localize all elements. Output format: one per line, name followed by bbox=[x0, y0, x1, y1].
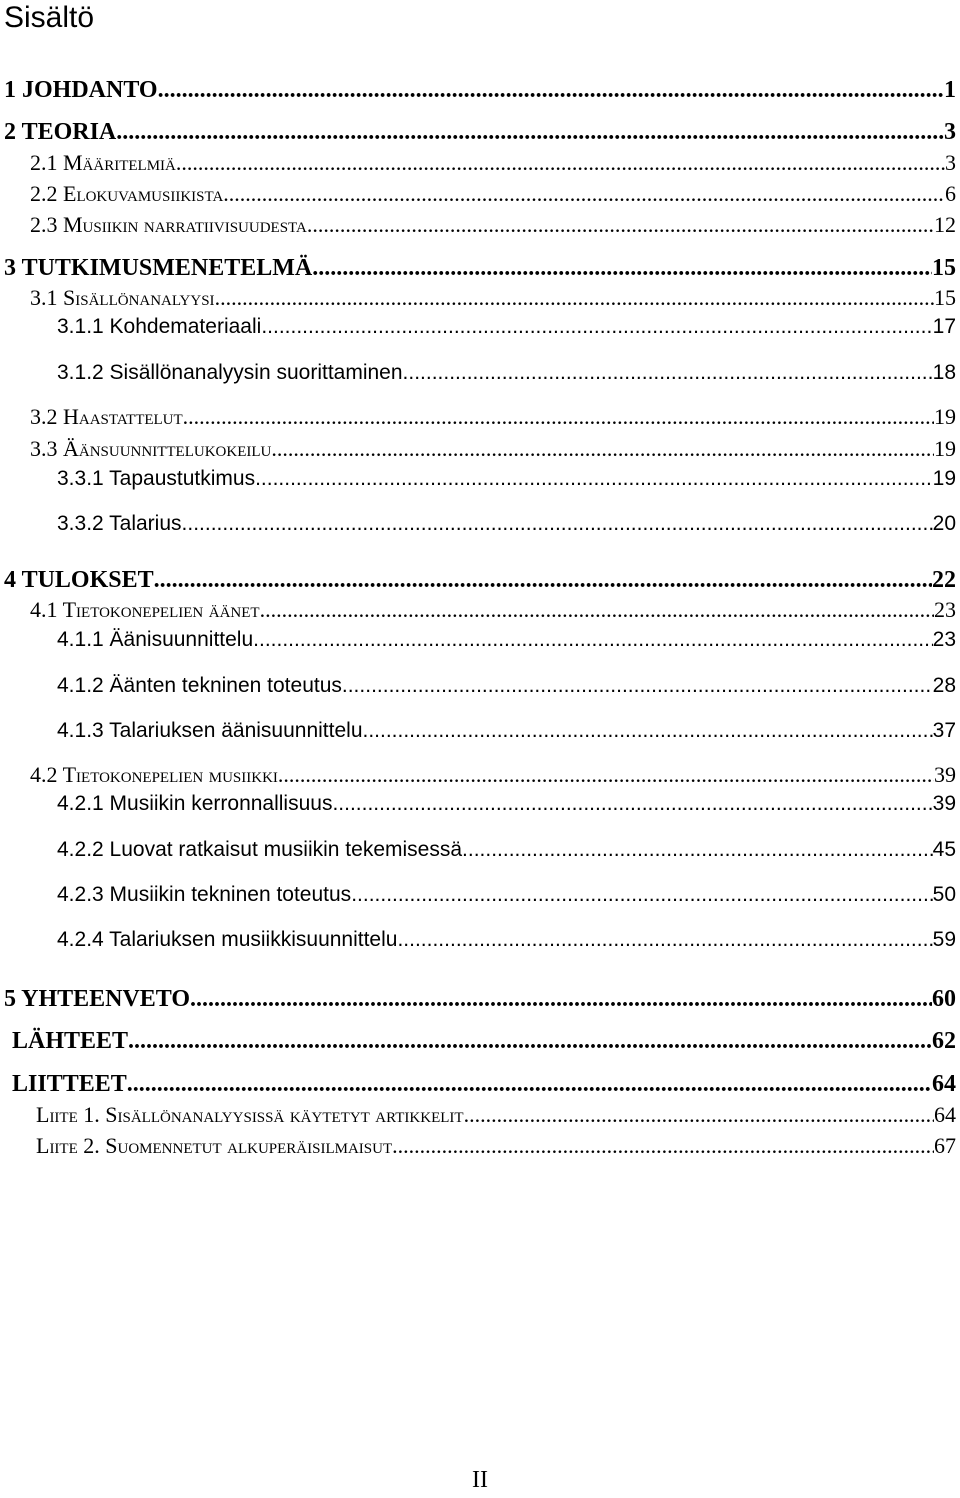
toc-entry[interactable] bbox=[4, 118, 956, 146]
toc-entry-page: 17 bbox=[932, 315, 956, 338]
toc-entry-page: 15 bbox=[932, 255, 956, 281]
dot-leader bbox=[127, 1070, 932, 1098]
dot-leader bbox=[154, 566, 932, 594]
toc-entry[interactable] bbox=[57, 837, 956, 863]
dot-leader bbox=[363, 718, 933, 744]
toc-entry[interactable] bbox=[36, 1133, 956, 1159]
toc-entry-label: LÄHTEET bbox=[12, 1028, 129, 1054]
dot-leader bbox=[182, 511, 933, 537]
toc-entry-page: 64 bbox=[934, 1102, 956, 1127]
toc-entry-label: 4.2.4 Talariuksen musiikkisuunnittelu bbox=[57, 928, 398, 951]
dot-leader bbox=[223, 181, 945, 207]
toc-entry[interactable] bbox=[57, 511, 956, 537]
toc-entry-page: 37 bbox=[932, 719, 956, 742]
toc-entry[interactable] bbox=[57, 466, 956, 492]
toc-entry-page: 39 bbox=[934, 762, 956, 787]
toc-entry-label: 2 TEORIA bbox=[4, 119, 117, 145]
toc-entry-label: 4.2.3 Musiikin tekninen toteutus bbox=[57, 883, 352, 906]
toc-entry-page: 1 bbox=[944, 77, 956, 103]
toc-entry[interactable] bbox=[30, 762, 956, 788]
toc-entry-page: 23 bbox=[934, 597, 956, 622]
toc-entry-page: 6 bbox=[945, 181, 956, 206]
toc-entry-page: 15 bbox=[934, 285, 956, 310]
toc-entry-label: Liite 2. Suomennetut alkuperäisilmaisut bbox=[36, 1133, 393, 1158]
toc-entry[interactable] bbox=[12, 1027, 956, 1055]
toc-entry-page: 62 bbox=[932, 1028, 956, 1054]
toc-entry-page: 18 bbox=[932, 361, 956, 384]
dot-leader bbox=[307, 212, 934, 238]
toc-entry-label: 3.1.2 Sisällönanalyysin suorittaminen bbox=[57, 361, 403, 384]
dot-leader bbox=[116, 118, 944, 146]
toc-entry-label: 4.1.1 Äänisuunnittelu bbox=[57, 628, 254, 651]
toc-entry-label: 2.2 Elokuvamusiikista bbox=[30, 181, 224, 206]
toc-entry-page: 3 bbox=[944, 119, 956, 145]
toc-entry-page: 28 bbox=[932, 674, 956, 697]
dot-leader bbox=[190, 985, 932, 1013]
page-title: Sisältö bbox=[4, 1, 95, 34]
toc-entry-label: 4.1.3 Talariuksen äänisuunnittelu bbox=[57, 719, 363, 742]
dot-leader bbox=[397, 927, 932, 953]
toc-entry[interactable] bbox=[57, 627, 956, 653]
toc-entry-label: 4.2 Tietokonepelien musiikki bbox=[30, 762, 278, 787]
toc-entry-label: 4 TULOKSET bbox=[4, 567, 154, 593]
toc-entry-label: Liite 1. Sisällönanalyysissä käytetyt artikkelit bbox=[36, 1102, 464, 1127]
toc-entry-page: 19 bbox=[934, 436, 956, 461]
toc-entry-label: 4.1 Tietokonepelien äänet bbox=[30, 597, 260, 622]
dot-leader bbox=[158, 76, 944, 104]
toc-entry-label: 2.1 Määritelmiä bbox=[30, 150, 176, 175]
dot-leader bbox=[342, 673, 933, 699]
toc-entry[interactable] bbox=[57, 882, 956, 908]
toc-entry[interactable] bbox=[57, 314, 956, 340]
toc-entry-label: 4.2.1 Musiikin kerronnallisuus bbox=[57, 792, 333, 815]
toc-entry[interactable] bbox=[4, 76, 956, 104]
dot-leader bbox=[176, 150, 945, 176]
dot-leader bbox=[332, 791, 932, 817]
dot-leader bbox=[392, 1133, 934, 1159]
dot-leader bbox=[312, 254, 932, 282]
toc-entry[interactable] bbox=[4, 985, 956, 1013]
toc-entry[interactable] bbox=[57, 718, 956, 744]
toc-entry-page: 67 bbox=[934, 1133, 956, 1158]
toc-entry-label: 3.2 Haastattelut bbox=[30, 404, 183, 429]
toc-entry-label: 1 JOHDANTO bbox=[4, 77, 158, 103]
toc-entry[interactable] bbox=[30, 285, 956, 311]
toc-entry[interactable] bbox=[30, 404, 956, 430]
toc-entry-label: 3 TUTKIMUSMENETELMÄ bbox=[4, 255, 313, 281]
toc-entry-label: 3.3.1 Tapaustutkimus bbox=[57, 467, 256, 490]
dot-leader bbox=[351, 882, 932, 908]
toc-entry-label: 3.1.1 Kohdemateriaali bbox=[57, 315, 262, 338]
dot-leader bbox=[255, 466, 933, 492]
dot-leader bbox=[183, 404, 934, 430]
toc-entry-page: 20 bbox=[932, 512, 956, 535]
dot-leader bbox=[215, 285, 934, 311]
toc-entry[interactable] bbox=[30, 150, 956, 176]
dot-leader bbox=[464, 1102, 934, 1128]
toc-entry-page: 23 bbox=[932, 628, 956, 651]
dot-leader bbox=[278, 762, 934, 788]
toc-entry-page: 64 bbox=[932, 1071, 956, 1097]
toc-entry-page: 12 bbox=[934, 212, 956, 237]
toc-entry[interactable] bbox=[30, 436, 956, 462]
toc-entry-label: 3.3 Äänsuunnittelukokeilu bbox=[30, 436, 272, 461]
dot-leader bbox=[462, 837, 933, 863]
toc-entry-label: LIITTEET bbox=[12, 1071, 127, 1097]
toc-entry[interactable] bbox=[36, 1102, 956, 1128]
toc-entry-label: 4.1.2 Äänten tekninen toteutus bbox=[57, 674, 342, 697]
toc-entry-page: 59 bbox=[932, 928, 956, 951]
dot-leader bbox=[261, 314, 932, 340]
dot-leader bbox=[403, 360, 933, 386]
toc-entry-label: 4.2.2 Luovat ratkaisut musiikin tekemisessä bbox=[57, 838, 463, 861]
dot-leader bbox=[271, 436, 934, 462]
toc-entry-page: 45 bbox=[932, 838, 956, 861]
toc-entry-page: 19 bbox=[932, 467, 956, 490]
dot-leader bbox=[128, 1027, 932, 1055]
toc-entry[interactable] bbox=[30, 181, 956, 207]
dot-leader bbox=[260, 597, 934, 623]
page-number: II bbox=[472, 1467, 488, 1493]
toc-entry-page: 3 bbox=[945, 150, 956, 175]
toc-entry-page: 39 bbox=[932, 792, 956, 815]
toc-entry-label: 5 YHTEENVETO bbox=[4, 986, 191, 1012]
toc-entry-page: 50 bbox=[932, 883, 956, 906]
toc-entry[interactable] bbox=[30, 212, 956, 238]
toc-entry[interactable] bbox=[12, 1070, 956, 1098]
toc-entry[interactable] bbox=[30, 597, 956, 623]
toc-entry-label: 3.3.2 Talarius bbox=[57, 512, 182, 535]
toc-entry[interactable] bbox=[57, 360, 956, 386]
toc-entry[interactable] bbox=[4, 254, 956, 282]
dot-leader bbox=[253, 627, 932, 653]
toc-entry-label: 3.1 Sisällönanalyysi bbox=[30, 285, 215, 310]
toc-entry[interactable] bbox=[57, 791, 956, 817]
toc-entry-page: 22 bbox=[932, 567, 956, 593]
toc-entry[interactable] bbox=[4, 566, 956, 594]
toc-entry-label: 2.3 Musiikin narratiivisuudesta bbox=[30, 212, 307, 237]
toc-entry[interactable] bbox=[57, 927, 956, 953]
toc-entry-page: 60 bbox=[932, 986, 956, 1012]
toc-entry-page: 19 bbox=[934, 404, 956, 429]
toc-entry[interactable] bbox=[57, 673, 956, 699]
